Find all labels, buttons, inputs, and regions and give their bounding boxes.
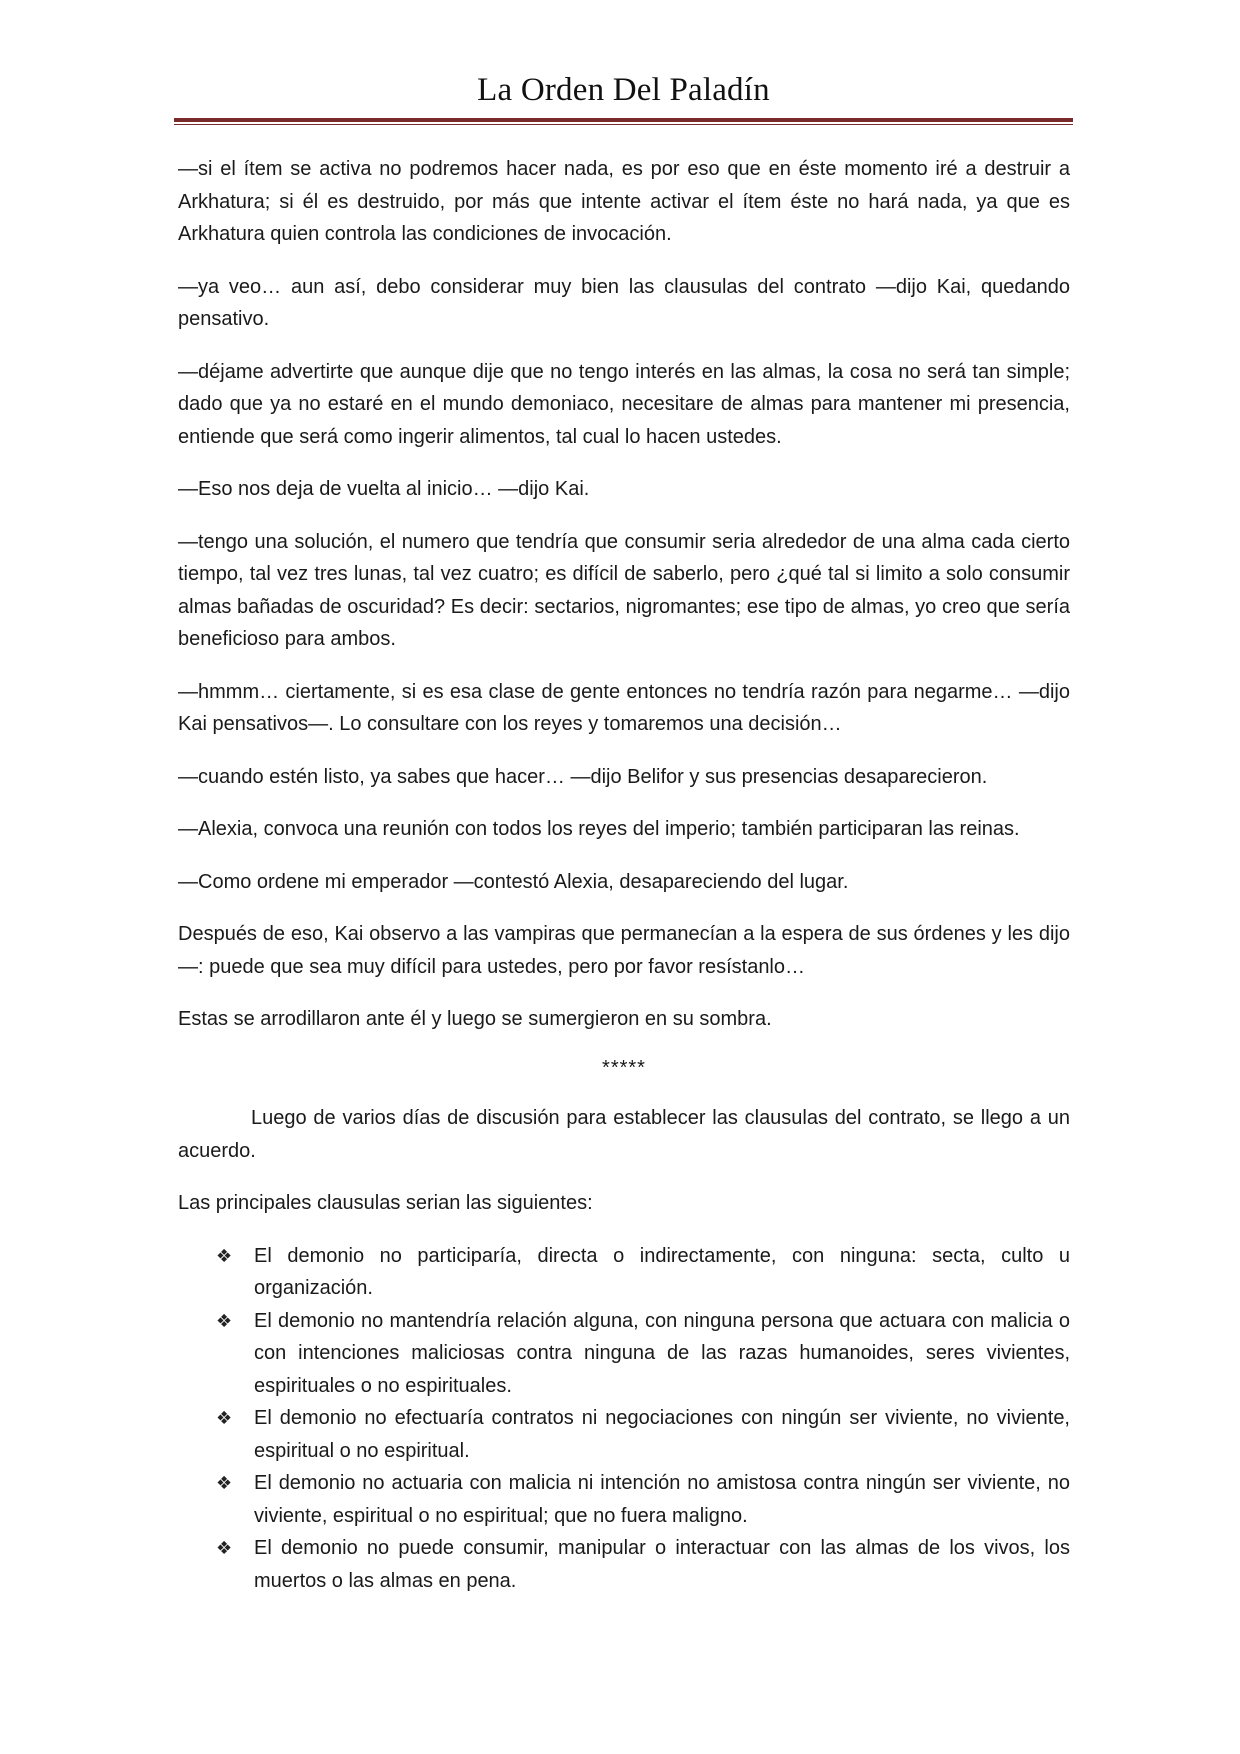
diamond-dots-bullet-icon: ❖ — [216, 1473, 233, 1493]
header-rule-thin — [174, 124, 1073, 125]
list-item — [178, 1467, 1070, 1532]
paragraph: Después de eso, Kai observo a las vampiras que permanecían a la espera de sus órdenes y les dijo—: puede que sea muy difícil para ustedes, pero por favor resístanlo… — [178, 923, 1070, 978]
opening-paragraph: Luego de varios días de discusión para establecer las clausulas del contrato, se llego a un acuerdo. — [178, 1107, 1070, 1162]
clause-text: El demonio no puede consumir, manipular o interactuar con las almas de los vivos, los muertos o las almas en pena. — [254, 1537, 1070, 1592]
paragraph: —Alexia, convoca una reunión con todos los reyes del imperio; también participaran las reinas. — [178, 818, 1020, 840]
diamond-dots-bullet-icon: ❖ — [216, 1538, 233, 1558]
clause-text: El demonio no efectuaría contratos ni negociaciones con ningún ser viviente, no viviente, espiritual o no espiritual. — [254, 1407, 1070, 1462]
diamond-dots-bullet-icon: ❖ — [216, 1310, 233, 1331]
paragraph: —tengo una solución, el numero que tendría que consumir seria alrededor de una alma cada cierto tiempo, tal vez tres lunas, tal vez cuatro; es difícil de saberlo, pero ¿qué tal si limito a solo consumir almas bañadas de oscuridad? Es decir: sectarios, nigromantes; ese tipo de almas, yo creo que sería beneficioso para ambos. — [178, 530, 1070, 650]
clause-text: El demonio no participaría, directa o indirectamente, con ninguna: secta, culto u organización. — [254, 1244, 1070, 1299]
list-item — [178, 1402, 1070, 1467]
list-item — [178, 1305, 1070, 1403]
paragraph: —Como ordene mi emperador —contestó Alexia, desapareciendo del lugar. — [178, 870, 849, 893]
list-intro: Las principales clausulas serian las siguientes: — [178, 1192, 593, 1214]
page-body — [178, 153, 1070, 1597]
paragraph: Estas se arrodillaron ante él y luego se sumergieron en su sombra. — [178, 1008, 772, 1030]
paragraph: —hmmm… ciertamente, si es esa clase de gente entonces no tendría razón para negarme… —dijo Kai pensativos—. Lo consultare con los reyes y tomaremos una decisión… — [178, 680, 1070, 735]
paragraph: —déjame advertirte que aunque dije que no tengo interés en las almas, la cosa no será tan simple; dado que ya no estaré en el mundo demoniaco, necesitare de almas para mantener mi presencia, entiende que será como ingerir alimentos, tal cual lo hacen ustedes. — [178, 360, 1070, 448]
diamond-dots-bullet-icon: ❖ — [216, 1245, 233, 1266]
header-rule-thick — [174, 118, 1073, 122]
clause-text: El demonio no actuaria con malicia ni intención no amistosa contra ningún ser viviente, no viviente, espiritual o no espiritual; que no fuera maligno. — [254, 1472, 1070, 1527]
page-header — [174, 68, 1073, 125]
clause-text: El demonio no mantendría relación alguna, con ninguna persona que actuara con malicia o con intenciones maliciosas contra ninguna de las razas humanoides, seres vivientes, espirituales o no espirituales. — [254, 1309, 1070, 1397]
paragraph: —si el ítem se activa no podremos hacer nada, es por eso que en éste momento iré a destruir a Arkhatura; si él es destruido, por más que intente activar el ítem éste no hará nada, ya que es Arkhatura quien controla las condiciones de invocación. — [178, 158, 1070, 245]
clause-list — [178, 1240, 1070, 1598]
diamond-dots-bullet-icon: ❖ — [216, 1408, 233, 1428]
page-title: La Orden Del Paladín — [477, 72, 770, 108]
paragraph: —cuando estén listo, ya sabes que hacer… —dijo Belifor y sus presencias desaparecieron. — [178, 765, 988, 788]
list-item — [178, 1532, 1070, 1597]
paragraph: —Eso nos deja de vuelta al inicio… —dijo Kai. — [178, 478, 590, 500]
scene-separator: ***** — [602, 1056, 646, 1079]
list-item — [178, 1240, 1070, 1305]
paragraph: —ya veo… aun así, debo considerar muy bien las clausulas del contrato —dijo Kai, quedando pensativo. — [178, 275, 1070, 330]
